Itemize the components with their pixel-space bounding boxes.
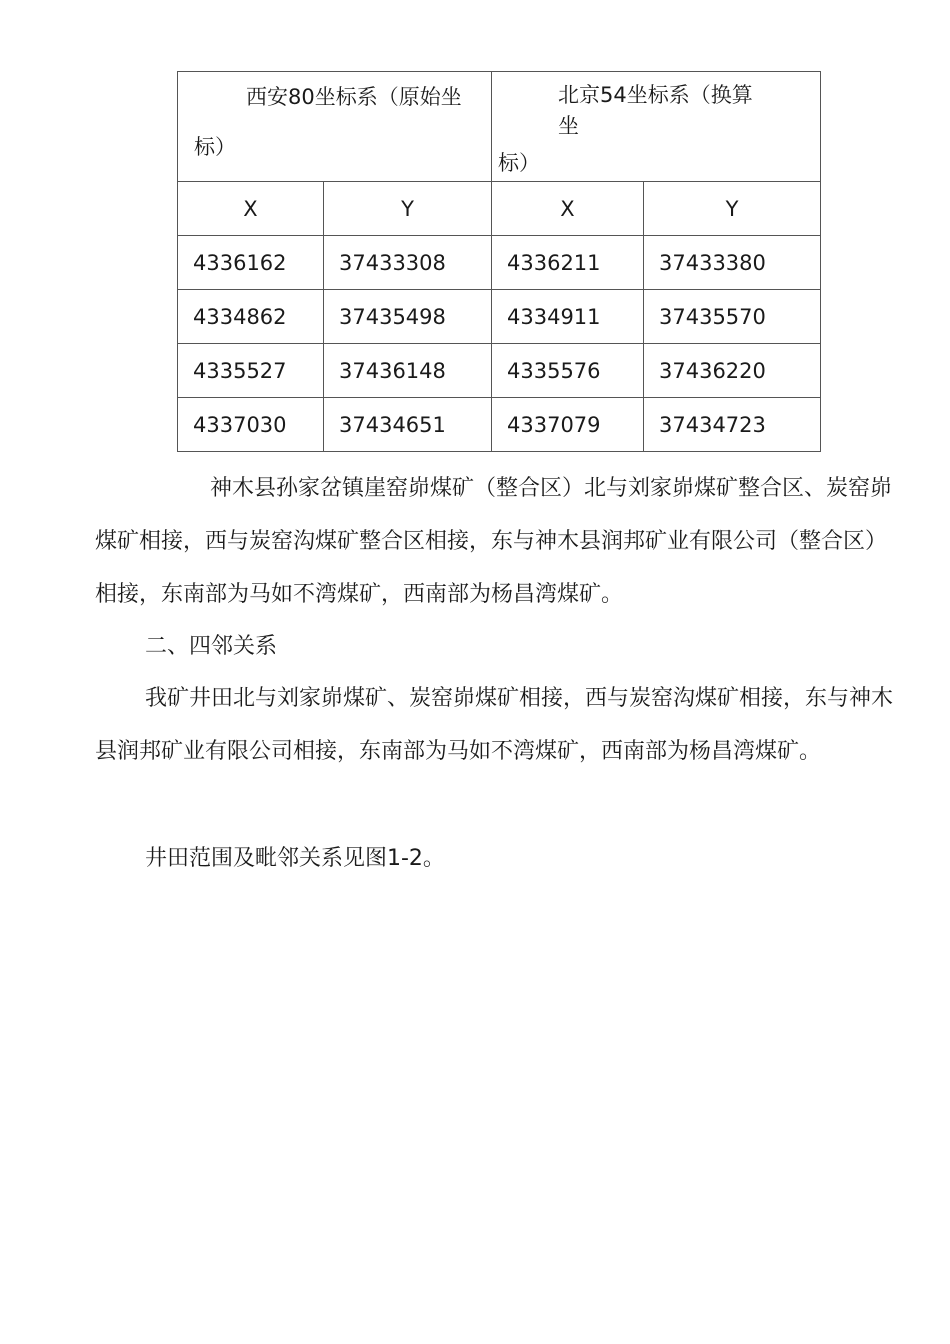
sub-header-y1: Y	[324, 182, 492, 236]
sub-header-x1: X	[178, 182, 324, 236]
boundary-paragraph: 神木县孙家岔镇崖窑峁煤矿（整合区）北与刘家峁煤矿整合区、炭窑峁煤矿相接，西与炭窑沟煤矿整合区相接，东与神木县润邦矿业有限公司（整合区）相接，东南部为马如不湾煤矿，西南部为杨昌湾煤矿。	[95, 476, 893, 607]
sub-header-row	[178, 182, 821, 236]
figure-reference: 井田范围及毗邻关系见图1-2。	[145, 846, 445, 871]
table-cell: 4335576	[492, 344, 644, 398]
table-cell: 4336211	[492, 236, 644, 290]
table-row	[178, 344, 821, 398]
neighbor-paragraph: 我矿井田北与刘家峁煤矿、炭窑峁煤矿相接，西与炭窑沟煤矿相接，东与神木县润邦矿业有限公司相接，东南部为马如不湾煤矿，西南部为杨昌湾煤矿。	[95, 686, 894, 764]
sub-header-y2: Y	[644, 182, 821, 236]
table-cell: 37434651	[324, 398, 492, 452]
beijing54-header-line3: 标）	[498, 151, 540, 175]
xian80-header-cell	[178, 72, 492, 182]
group-header-row	[178, 72, 821, 182]
table-cell: 37434723	[644, 398, 821, 452]
beijing54-header-cell	[492, 72, 821, 182]
sub-header-x2: X	[492, 182, 644, 236]
beijing54-header	[498, 72, 794, 180]
table-cell: 4336162	[178, 236, 324, 290]
table-cell: 37435570	[644, 290, 821, 344]
section-heading: 二、四邻关系	[145, 634, 278, 659]
beijing54-header-line2: 坐	[558, 114, 579, 138]
coordinate-table	[177, 71, 821, 452]
table-cell: 4335527	[178, 344, 324, 398]
table-cell: 4334911	[492, 290, 644, 344]
table-cell: 4337079	[492, 398, 644, 452]
table-cell: 37433308	[324, 236, 492, 290]
table-cell: 37435498	[324, 290, 492, 344]
table-cell: 37436148	[324, 344, 492, 398]
table-cell: 37436220	[644, 344, 821, 398]
table-cell: 37433380	[644, 236, 821, 290]
beijing54-header-line1: 北京54坐标系（换算	[558, 83, 753, 107]
table-row	[178, 398, 821, 452]
xian80-header: 西安80坐标系（原始坐标）	[194, 85, 462, 159]
table-row	[178, 236, 821, 290]
table-cell: 4337030	[178, 398, 324, 452]
table-row	[178, 290, 821, 344]
table-cell: 4334862	[178, 290, 324, 344]
